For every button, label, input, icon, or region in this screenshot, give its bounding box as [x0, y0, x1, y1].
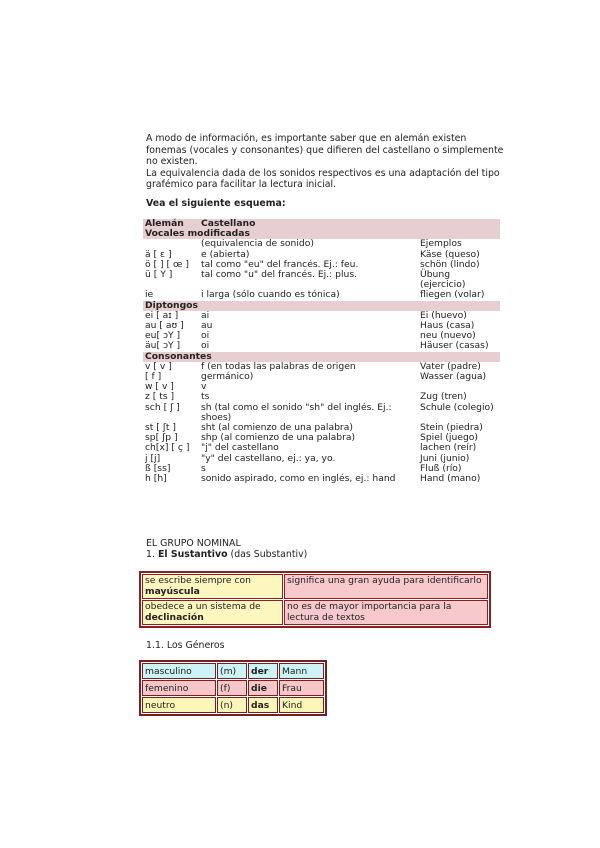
- section-diptongos: Diptongos: [143, 301, 500, 311]
- castellano-cell: ai: [201, 309, 210, 321]
- castellano-cell: oi: [201, 330, 210, 342]
- aleman-cell: st [ ʃt ]: [145, 422, 177, 434]
- ejemplo-cell: Hand (mano): [420, 473, 481, 485]
- aleman-cell: eu[ ɔY ]: [145, 330, 181, 342]
- aleman-cell: ü [ Y ]: [145, 269, 173, 281]
- castellano-cell: ts: [201, 391, 210, 403]
- aleman-cell: ä [ ɛ ]: [145, 248, 172, 260]
- header-aleman: Alemán: [143, 219, 199, 229]
- sustantivo-left-bold: declinación: [145, 611, 204, 623]
- ejemplo-cell: Ei (huevo): [420, 309, 467, 321]
- ejemplo-cell: Käse (queso): [420, 248, 480, 260]
- genero-abbr: (m): [217, 663, 247, 679]
- aleman-cell: ö [ ] [ œ ]: [145, 258, 189, 270]
- aleman-cell: sp[ ʃp ]: [145, 432, 178, 444]
- aleman-cell: ei [ aɪ ]: [145, 309, 179, 321]
- aleman-cell: ß [ss]: [145, 462, 171, 474]
- aleman-cell: au [ aʊ ]: [145, 320, 184, 332]
- section-consonantes: Consonantes: [143, 352, 500, 362]
- castellano-cell: tal como "u" del francés. Ej.: plus.: [201, 269, 358, 281]
- sustantivo-left-text: se escribe siempre con: [145, 575, 252, 586]
- aleman-cell: h [h]: [145, 473, 167, 485]
- castellano-cell: "y" del castellano, ej.: ya, yo.: [201, 452, 336, 464]
- aleman-cell: v [ v ]: [145, 360, 172, 372]
- sustantivo-row: [142, 600, 488, 625]
- ejemplo-cell: neu (nuevo): [420, 330, 476, 342]
- ejemplo-cell: Wasser (agua): [420, 371, 487, 383]
- genero-name: femenino: [142, 680, 216, 696]
- castellano-cell: s: [201, 462, 206, 474]
- ejemplo-cell: Zug (tren): [420, 391, 467, 403]
- sustantivo-heading: [146, 549, 307, 560]
- castellano-cell: germánico): [201, 371, 254, 383]
- ejemplo-cell: fliegen (volar): [420, 289, 485, 301]
- castellano-cell: v: [201, 381, 207, 393]
- table-row: [143, 474, 500, 484]
- ejemplo-cell: Schule (colegio): [420, 401, 494, 413]
- aleman-cell: w [ v ]: [145, 381, 174, 393]
- castellano-cell: sh (tal como el sonido "sh" del inglés. Ej.: shoes): [201, 401, 392, 423]
- aleman-cell: ch[x] [ ç ]: [145, 442, 190, 454]
- phonetic-table: [143, 219, 500, 484]
- sustantivo-right-cell: no es de mayor importancia para la lectura de textos: [284, 600, 488, 625]
- genero-article: das: [248, 697, 278, 713]
- aleman-cell: [ f ]: [145, 371, 162, 383]
- intro-paragraph-1: A modo de información, es importante saber que en alemán existen fonemas (vocales y consonantes) que difieren del castellano o simplemente no existen.: [146, 133, 504, 168]
- genero-example: Frau: [279, 680, 324, 696]
- table-row: [143, 372, 500, 382]
- aleman-cell: sch [ ʃ ]: [145, 401, 180, 413]
- sustantivo-left-bold: mayúscula: [145, 585, 200, 597]
- castellano-cell: sonido aspirado, como en inglés, ej.: hand: [201, 473, 396, 485]
- sustantivo-left-cell: [142, 574, 283, 599]
- sustantivo-title: El Sustantivo: [157, 549, 228, 560]
- genero-abbr: (f): [217, 680, 247, 696]
- sustantivo-table: [139, 571, 491, 628]
- castellano-cell: au: [201, 320, 213, 332]
- sustantivo-left-text: obedece a un sistema de: [145, 601, 261, 612]
- genero-name: neutro: [142, 697, 216, 713]
- castellano-cell: oi: [201, 340, 210, 352]
- ejemplo-cell: Haus (casa): [420, 320, 475, 332]
- generos-heading: 1.1. Los Géneros: [146, 640, 225, 651]
- genero-example: Mann: [279, 663, 324, 679]
- ejemplo-cell: schön (lindo): [420, 258, 480, 270]
- grupo-nominal-title: EL GRUPO NOMINAL: [146, 538, 241, 549]
- castellano-cell: i larga (sólo cuando es tónica): [201, 289, 340, 301]
- ejemplo-cell: Juni (junio): [420, 452, 470, 464]
- genero-row: [142, 680, 324, 696]
- castellano-cell: tal como "eu" del francés. Ej.: feu.: [201, 258, 359, 270]
- castellano-cell: e (abierta): [201, 248, 250, 260]
- section-vocales: Vocales modificadas: [143, 229, 500, 239]
- sustantivo-right-cell: significa una gran ayuda para identificarlo: [284, 574, 488, 599]
- equiv-header: (equivalencia de sonido): [201, 238, 314, 250]
- ejemplo-cell: Fluß (río): [420, 462, 462, 474]
- castellano-cell: f (en todas las palabras de origen: [201, 360, 356, 372]
- aleman-cell: z [ ts ]: [145, 391, 175, 403]
- castellano-cell: sht (al comienzo de una palabra): [201, 422, 353, 434]
- header-empty: [418, 219, 500, 229]
- intro-text: [146, 133, 506, 191]
- castellano-cell: shp (al comienzo de una palabra): [201, 432, 356, 444]
- genero-name: masculino: [142, 663, 216, 679]
- genero-example: Kind: [279, 697, 324, 713]
- intro-paragraph-2: La equivalencia dada de los sonidos respectivos es una adaptación del tipo grafémico para facilitar la lectura inicial.: [146, 167, 500, 191]
- genero-row: [142, 663, 324, 679]
- ejemplo-cell: Häuser (casas): [420, 340, 489, 352]
- castellano-cell: "j" del castellano: [201, 442, 279, 454]
- genero-article: die: [248, 680, 278, 696]
- genero-article: der: [248, 663, 278, 679]
- sustantivo-row: [142, 574, 488, 599]
- ejemplos-header: Ejemplos: [420, 238, 462, 250]
- table-row: [143, 270, 500, 290]
- sustantivo-number: 1.: [146, 549, 158, 560]
- table-row: [143, 403, 500, 423]
- ejemplo-cell: Vater (padre): [420, 360, 481, 372]
- ejemplo-cell: Stein (piedra): [420, 422, 483, 434]
- sustantivo-left-cell: [142, 600, 283, 625]
- aleman-cell: j [j]: [145, 452, 161, 464]
- aleman-cell: äu[ ɔY ]: [145, 340, 181, 352]
- ejemplo-cell: lachen (reír): [420, 442, 477, 454]
- ejemplo-cell: Übung (ejercicio): [420, 269, 466, 291]
- scheme-heading: Vea el siguiente esquema:: [146, 198, 286, 209]
- genero-abbr: (n): [217, 697, 247, 713]
- genero-row: [142, 697, 324, 713]
- header-castellano: Castellano: [199, 219, 418, 229]
- generos-table: [139, 660, 327, 716]
- sustantivo-german: (das Substantiv): [227, 549, 308, 560]
- aleman-cell: ie: [145, 289, 154, 301]
- ejemplo-cell: Spiel (juego): [420, 432, 478, 444]
